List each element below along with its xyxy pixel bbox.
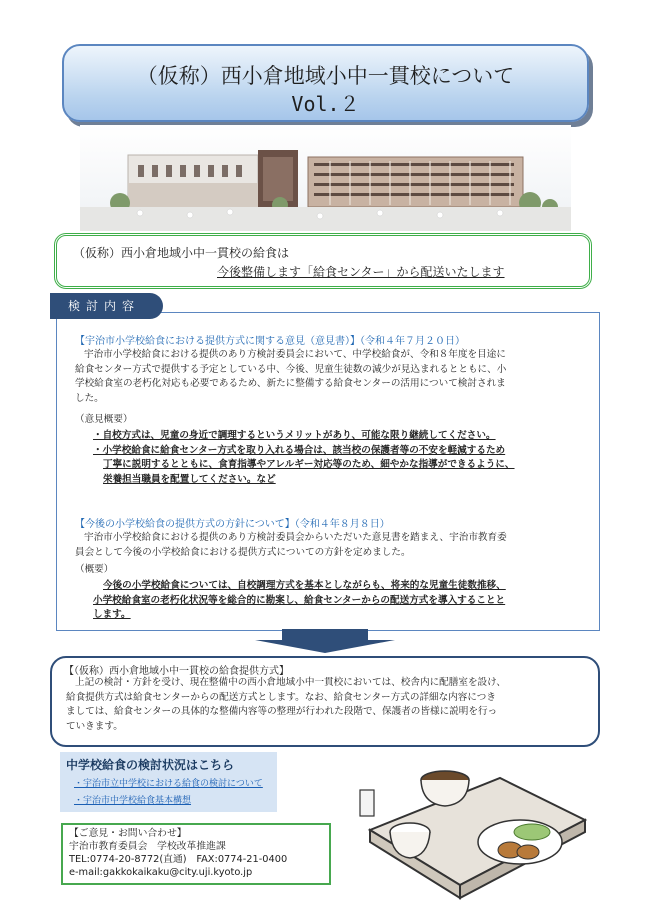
link-junior-high-lunch-review[interactable]: ・宇治市立中学校における給食の検討について — [74, 779, 263, 789]
volume-label: Vol.２ — [291, 92, 360, 116]
page-title: （仮称）西小倉地域小中一貫校について — [136, 64, 515, 88]
method-body — [66, 676, 506, 734]
contact-email[interactable]: e-mail:gakkokaikaku@city.uji.kyoto.jp — [69, 867, 253, 878]
section1-body-line — [75, 348, 506, 406]
method-body-line-2: 給食提供方式は給食センターからの配送方式とします。なお、給食センター方式の詳細な内容につき — [66, 691, 496, 703]
section1-point-2: ・小学校給食に給食センター方式を取り入れる場合は、該当校の保護者等の不安を軽減するため — [93, 444, 506, 456]
section1-point-4: 栄養担当職員を配置してください。など — [103, 473, 276, 485]
links-title: 中学校給食の検討状況はこちら — [66, 758, 235, 772]
link-junior-high-lunch-plan[interactable]: ・宇治市中学校給食基本構想 — [74, 796, 192, 806]
section2-point-1: 今後の小学校給食については、自校調理方式を基本としながらも、将来的な児童生徒数推移、 — [103, 580, 506, 591]
section2-heading: 【今後の小学校給食の提供方式の方針について】（令和４年８月８日） — [75, 519, 390, 530]
section1-body-line-2: 給食センター方式で提供する予定としている中、今後、児童生徒数の減少が見込まれるとともに、小 — [75, 363, 507, 375]
section2-body — [75, 531, 507, 560]
section2-body-line-1: 宇治市小学校給食における提供のあり方検討委員会からいただいた意見書を踏まえ、宇治市教育委 — [84, 532, 507, 543]
down-arrow-head-icon — [255, 640, 395, 653]
contact-department: 宇治市教育委員会 学校改革推進課 — [69, 841, 226, 852]
section1-point-3: 丁寧に説明するとともに、食育指導やアレルギー対応等のため、細やかな指導ができるように、 — [103, 459, 515, 471]
method-body-line-1: 上記の検討・方針を受け、現在整備中の西小倉地域小中一貫校においては、校舎内に配膳室を設け、 — [75, 677, 506, 688]
down-arrow-icon — [282, 629, 368, 640]
section2-points — [93, 579, 506, 623]
school-lunch-tray-illustration — [350, 760, 590, 910]
section2-point-2: 小学校給食室の老朽化状況等を総合的に勘案し、給食センターからの配送方式を導入することと — [93, 594, 506, 606]
method-body-line-4: ていきます。 — [66, 720, 123, 732]
title-banner — [62, 44, 589, 122]
meal-notice-line1: （仮称）西小倉地域小中一貫校の給食は — [73, 246, 290, 260]
section2-point-3: します。 — [93, 609, 131, 621]
method-body-line-3: ましては、給食センターの具体的な整備内容等の整理が行われた段階で、保護者の皆様に説明を行っ — [66, 706, 498, 718]
section1-heading: 【宇治市小学校給食における提供方式に関する意見（意見書）】（令和４年７月２０日） — [75, 336, 465, 347]
method-box — [50, 656, 600, 747]
meal-notice-box — [54, 233, 592, 289]
section1-summary-label: （意見概要） — [75, 414, 133, 425]
contact-box — [61, 823, 331, 885]
contact-phone-fax: TEL:0774-20-8772(直通) FAX:0774-21-0400 — [69, 854, 288, 865]
review-tab: 検討内容 — [50, 293, 163, 319]
section1-point-1: ・自校方式は、児童の身近で調理するというメリットがあり、可能な限り継続してください。 — [93, 430, 496, 441]
section2-summary-label: （概要） — [75, 564, 114, 575]
section2-body-line-2: 員会として今後の小学校給食における提供方式についての方針を定めました。 — [75, 546, 411, 558]
method-heading: 【（仮称）西小倉地域小中一貫校の給食提供方式】 — [64, 666, 289, 677]
section1-points — [93, 429, 515, 487]
meal-notice-line2: 今後整備します「給食センター」から配送いたします — [217, 265, 505, 279]
contact-heading: 【ご意見・お問い合わせ】 — [69, 828, 187, 839]
links-box — [60, 752, 277, 812]
section1-body-line-4: した。 — [75, 392, 104, 404]
section1-body-line-3: 学校給食室の老朽化対応も必要であるため、新たに整備する給食センターの活用について検討されま — [75, 378, 506, 390]
school-building-rendering — [80, 125, 571, 231]
section1-body-line-1: 宇治市小学校給食における提供のあり方検討委員会において、中学校給食が、令和８年度を目途に — [84, 349, 506, 360]
review-panel — [56, 312, 600, 631]
